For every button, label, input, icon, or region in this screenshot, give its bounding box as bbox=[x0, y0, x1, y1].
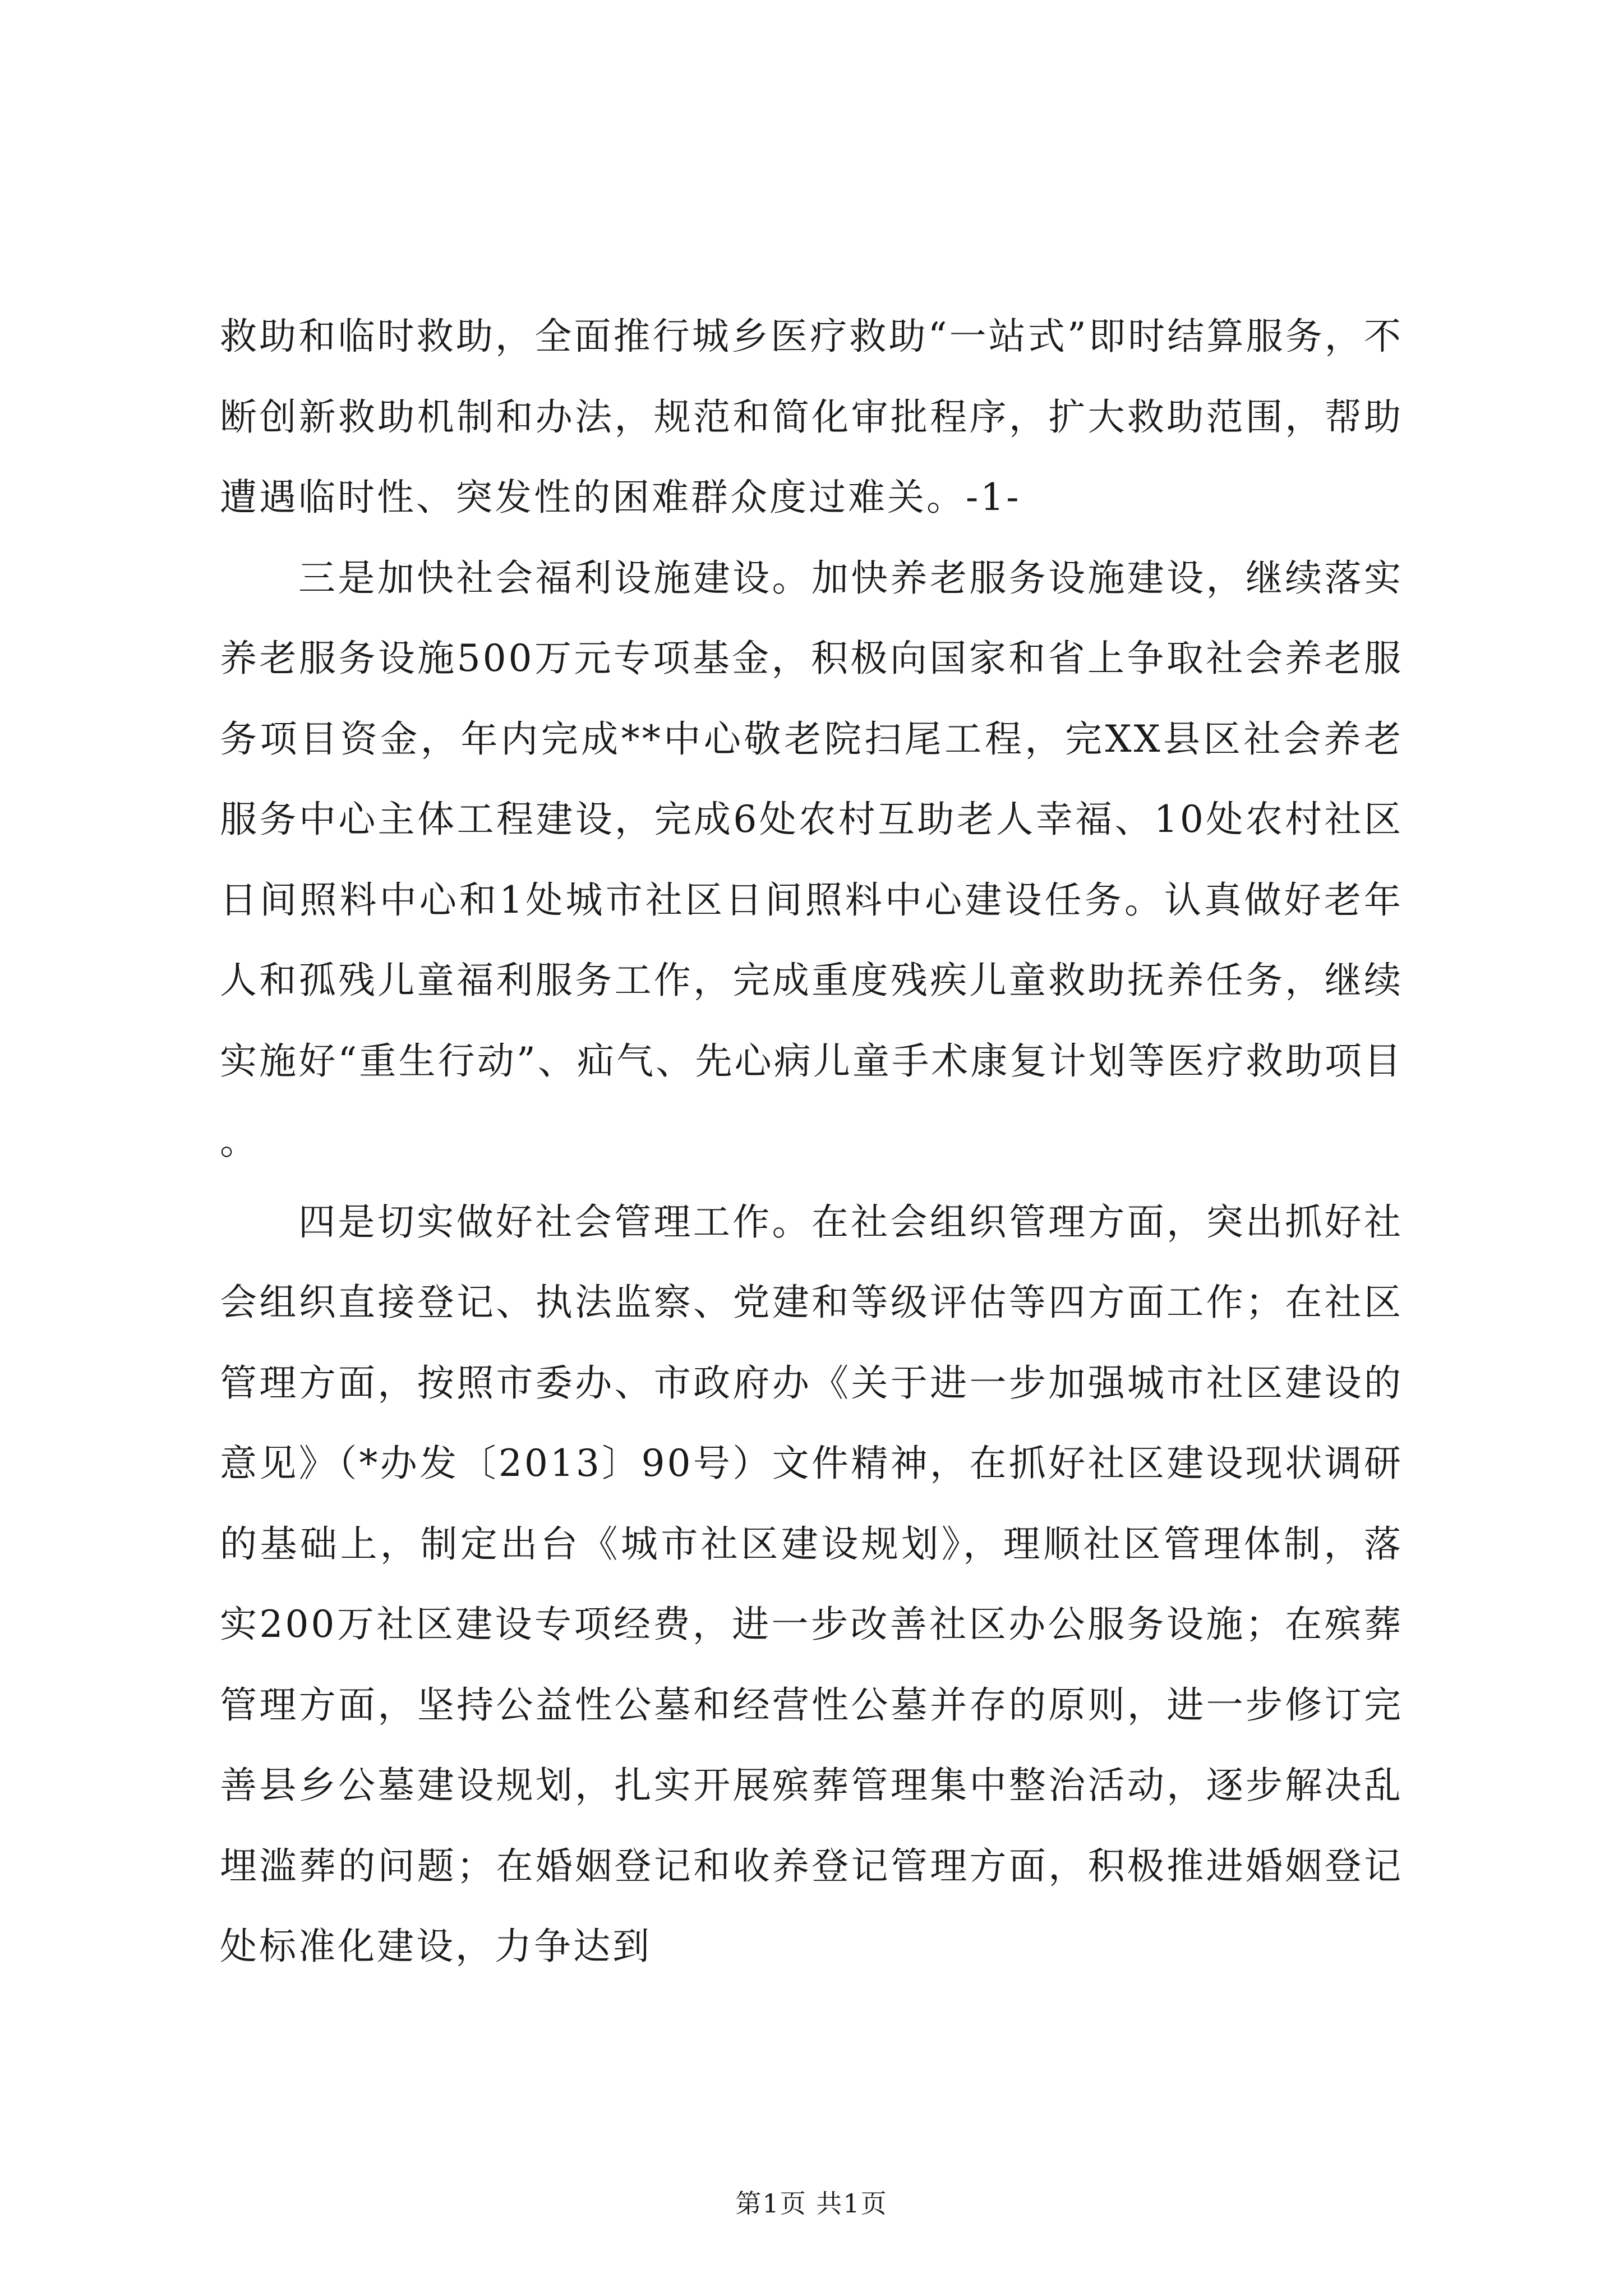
document-body bbox=[220, 296, 1403, 1987]
page-number-footer: 第1页 共1页 bbox=[735, 2188, 888, 2219]
paragraph-social-welfare: 三是加快社会福利设施建设。加快养老服务设施建设，继续落实养老服务设施500万元专项基金，积极向国家和省上争取社会养老服务项目资金，年内完成**中心敬老院扫尾工程，完XX县区社会养老服务中心主体工程建设，完成6处农村互助老人幸福、10处农村社区日间照料中心和1处城市社区日间照料中心建设任务。认真做好老年人和孤残儿童福利服务工作，完成重度残疾儿童救助抚养任务，继续实施好“重生行动”、疝气、先心病儿童手术康复计划等医疗救助项目。 bbox=[220, 556, 1403, 1163]
paragraph-social-management: 四是切实做好社会管理工作。在社会组织管理方面，突出抓好社会组织直接登记、执法监察、党建和等级评估等四方面工作；在社区管理方面，按照市委办、市政府办《关于进一步加强城市社区建设的意见》（*办发〔2013〕90号）文件精神，在抓好社区建设现状调研的基础上，制定出台《城市社区建设规划》，理顺社区管理体制，落实200万社区建设专项经费，进一步改善社区办公服务设施；在殡葬管理方面，坚持公益性公墓和经营性公墓并存的原则，进一步修订完善县乡公墓建设规划，扎实开展殡葬管理集中整治活动，逐步解决乱埋滥葬的问题；在婚姻登记和收养登记管理方面，积极推进婚姻登记处标准化建设，力争达到 bbox=[220, 1200, 1403, 1968]
paragraph-continuation: 救助和临时救助，全面推行城乡医疗救助“一站式”即时结算服务，不断创新救助机制和办法，规范和简化审批程序，扩大救助范围，帮助遭遇临时性、突发性的困难群众度过难关。-1- bbox=[220, 315, 1403, 519]
